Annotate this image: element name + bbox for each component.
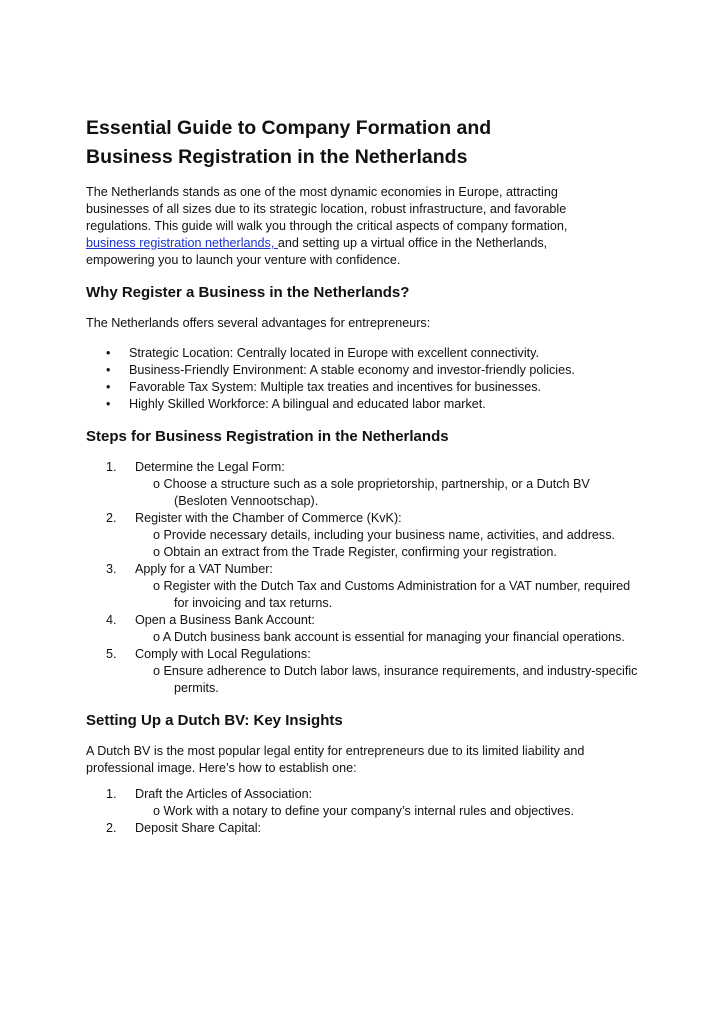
step-detail: o Choose a structure such as a sole proprietorship, partnership, or a Dutch BV (Besloten Vennootschap). [153, 477, 590, 508]
step-item [86, 612, 646, 646]
steps-list [86, 459, 646, 697]
step-number: 3. [106, 562, 117, 576]
steps-heading: Steps for Business Registration in the Netherlands [86, 428, 449, 445]
intro-paragraph [86, 184, 646, 269]
step-number: 2. [106, 511, 117, 525]
business-registration-link[interactable]: business registration netherlands, [86, 236, 278, 250]
step-number: 4. [106, 613, 117, 627]
bv-steps-list [86, 786, 646, 837]
list-item: • Business-Friendly Environment: A stable economy and investor-friendly policies. [86, 362, 646, 379]
list-item: • Highly Skilled Workforce: A bilingual and educated labor market. [86, 396, 646, 413]
step-detail: o Ensure adherence to Dutch labor laws, insurance requirements, and industry-specific permits. [153, 664, 638, 695]
intro-line-2: businesses of all sizes due to its strategic location, robust infrastructure, and favorable [86, 202, 567, 216]
step-item [86, 646, 646, 697]
step-detail: o Work with a notary to define your company’s internal rules and objectives. [153, 804, 574, 818]
document-page [86, 114, 646, 851]
step-number: 2. [106, 821, 117, 835]
step-item [86, 820, 646, 837]
step-label: Comply with Local Regulations: [135, 647, 311, 661]
step-detail: o Register with the Dutch Tax and Customs Administration for a VAT number, required for invoicing and tax returns. [153, 579, 631, 610]
step-item [86, 561, 646, 612]
step-label: Open a Business Bank Account: [135, 613, 315, 627]
bv-intro: A Dutch BV is the most popular legal entity for entrepreneurs due to its limited liability and professional image. Here’s how to establish one: [86, 744, 585, 775]
step-detail: o A Dutch business bank account is essential for managing your financial operations. [153, 630, 625, 644]
intro-line-4: and setting up a virtual office in the Netherlands, [277, 236, 548, 250]
title-line-2: Business Registration in the Netherlands [86, 146, 468, 168]
list-item: • Strategic Location: Centrally located in Europe with excellent connectivity. [86, 345, 646, 362]
step-detail: o Provide necessary details, including your business name, activities, and address. [153, 528, 616, 542]
step-label: Apply for a VAT Number: [135, 562, 273, 576]
page-title [86, 114, 646, 172]
why-lead: The Netherlands offers several advantages for entrepreneurs: [86, 316, 431, 330]
step-number: 5. [106, 647, 117, 661]
step-item [86, 510, 646, 561]
step-item [86, 786, 646, 820]
advantages-list [86, 345, 646, 413]
step-item [86, 459, 646, 510]
step-label: Determine the Legal Form: [135, 460, 285, 474]
step-label: Deposit Share Capital: [135, 821, 262, 835]
intro-line-3: regulations. This guide will walk you through the critical aspects of company formation, [86, 219, 568, 233]
intro-line-5: empowering you to launch your venture with confidence. [86, 253, 401, 267]
step-detail: o Obtain an extract from the Trade Register, confirming your registration. [153, 545, 557, 559]
title-line-1: Essential Guide to Company Formation and [86, 117, 492, 139]
intro-line-1: The Netherlands stands as one of the most dynamic economies in Europe, attracting [86, 185, 558, 199]
step-label: Draft the Articles of Association: [135, 787, 313, 801]
bv-heading: Setting Up a Dutch BV: Key Insights [86, 712, 343, 729]
step-label: Register with the Chamber of Commerce (KvK): [135, 511, 402, 525]
step-number: 1. [106, 787, 117, 801]
list-item: • Favorable Tax System: Multiple tax treaties and incentives for businesses. [86, 379, 646, 396]
why-heading: Why Register a Business in the Netherlands? [86, 284, 410, 301]
step-number: 1. [106, 460, 117, 474]
